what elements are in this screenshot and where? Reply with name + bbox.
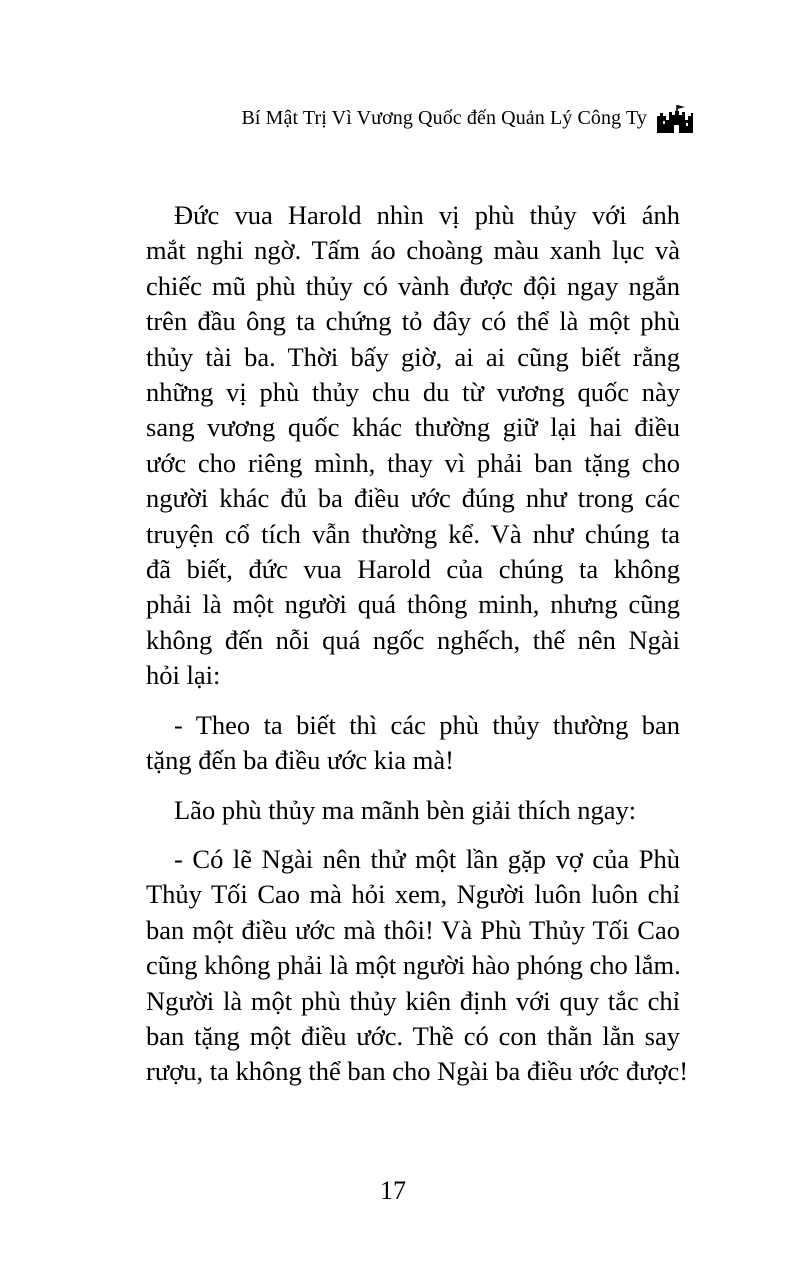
text-line: những vị phù thủy chu du từ vương quốc này: [146, 377, 680, 408]
text-line: sang vương quốc khác thường giữ lại hai điều: [146, 412, 680, 443]
text-line: Người là một phù thủy kiên định với quy tắc chỉ: [146, 985, 680, 1016]
text-line: ban tặng một điều ước. Thề có con thằn lằn say: [146, 1020, 680, 1051]
paragraph: [118, 708, 680, 779]
text-line: Lão phù thủy ma mãnh bèn giải thích ngay:: [174, 794, 637, 825]
text-line: Đức vua Harold nhìn vị phù thủy với ánh: [174, 200, 680, 230]
text-line: ban một điều ước mà thôi! Và Phù Thủy Tối Cao: [146, 914, 680, 945]
text-line: ước cho riêng mình, thay vì phải ban tặng cho: [146, 447, 680, 478]
text-line: hỏi lại:: [146, 660, 221, 691]
header-title: Bí Mật Trị Vì Vương Quốc đến Quản Lý Công Ty: [241, 106, 647, 129]
text-line: đã biết, đức vua Harold của chúng ta không: [146, 554, 680, 585]
page-number: 17: [380, 1176, 406, 1205]
text-line: mắt nghi ngờ. Tấm áo choàng màu xanh lục và: [146, 235, 680, 266]
paragraph: [118, 842, 689, 1090]
running-header: [120, 100, 695, 136]
text-line: tặng đến ba điều ước kia mà!: [146, 745, 454, 776]
body-text: [118, 198, 689, 1090]
text-line: thủy tài ba. Thời bấy giờ, ai ai cũng biết rằng: [146, 341, 680, 372]
castle-icon: [655, 102, 695, 134]
text-line: không đến nỗi quá ngốc nghếch, thế nên Ngài: [146, 624, 680, 655]
text-line: trên đầu ông ta chứng tỏ đây có thể là một phù: [146, 306, 680, 337]
text-line: cũng không phải là một người hào phóng cho lắm.: [146, 950, 681, 981]
paragraph: [118, 198, 680, 694]
text-line: người khác đủ ba điều ước đúng như trong các: [146, 483, 680, 514]
text-line: rượu, ta không thể ban cho Ngài ba điều ước được!: [146, 1056, 689, 1087]
text-line: - Theo ta biết thì các phù thủy thường ban: [174, 709, 680, 740]
text-line: - Có lẽ Ngài nên thử một lần gặp vợ của Phù: [174, 843, 680, 874]
paragraph: [118, 793, 680, 828]
text-line: Thủy Tối Cao mà hỏi xem, Người luôn luôn chỉ: [146, 879, 680, 910]
text-line: truyện cổ tích vẫn thường kể. Và như chúng ta: [146, 518, 680, 549]
text-line: phải là một người quá thông minh, nhưng cũng: [146, 589, 680, 620]
text-line: chiếc mũ phù thủy có vành được đội ngay ngắn: [146, 270, 680, 301]
